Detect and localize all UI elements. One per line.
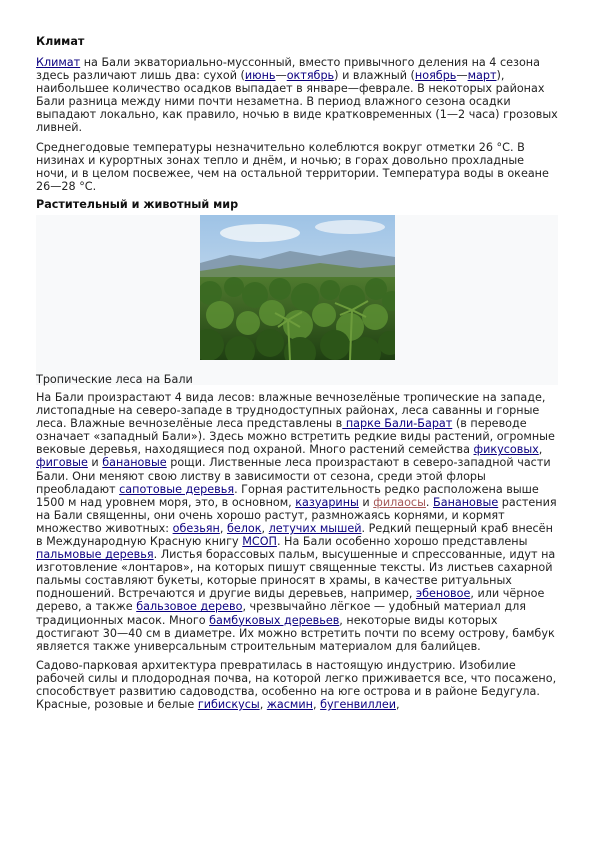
link-bats[interactable]: летучих мышей	[268, 521, 362, 535]
link-banana-2[interactable]: Банановые	[433, 495, 499, 509]
link-philaos[interactable]: филаосы	[373, 495, 426, 509]
link-squirrels[interactable]: белок	[226, 521, 262, 535]
article-body	[36, 34, 558, 711]
link-june[interactable]: июнь	[244, 69, 276, 83]
link-balsa[interactable]: бальзовое дерево	[136, 600, 243, 614]
link-fig[interactable]: фиговые	[36, 456, 88, 470]
link-climate[interactable]: Климат	[36, 56, 81, 69]
link-bali-barat-park[interactable]: парке Бали-Барат	[342, 417, 453, 431]
link-october[interactable]: октябрь	[286, 69, 335, 83]
tropical-forest-image[interactable]	[200, 215, 395, 360]
link-march[interactable]: март	[467, 69, 497, 83]
link-bamboo[interactable]: бамбуковых деревьев	[209, 613, 340, 627]
section-heading-flora: Растительный и животный мир	[36, 197, 239, 211]
link-jasmine[interactable]: жасмин	[266, 698, 313, 712]
link-monkeys[interactable]: обезьян	[172, 521, 220, 535]
link-casuarina[interactable]: казуарины	[295, 495, 359, 509]
climate-paragraph-1: Климат на Бали экваториально-муссонный, вместо привычного деления на 4 сезона здесь различают лишь два: сухой (июнь—октябрь) и влажный (ноябрь—март), наибольшее количество осадков выпадает в январе—феврале. В некоторых районах Бали разница между ними почти незаметна. В период влажного сезона осадки выпадают локально, как правило, ночью в виде кратковременных (1—2 часа) грозовых ливней.	[36, 56, 558, 135]
link-palms[interactable]: пальмовые деревья	[36, 548, 154, 562]
link-hibiscus[interactable]: гибискусы	[197, 698, 260, 712]
thumbnail-figure	[36, 215, 558, 385]
flora-paragraph-1: На Бали произрастают 4 вида лесов: влажные вечнозелёные тропические на западе, листопадные на северо-западе в труднодоступных районах, леса саванны и горные леса. Влажные вечнозелёные леса представлены в парке Бали-Барат (в переводе означает «западный Бали»). Здесь можно встретить редкие виды растений, огромные вековые деревья, находящиеся под охраной. Много растений семейства фикусовых, фиговые и банановые рощи. Лиственные леса произрастают в северо-западной части Бали. Они меняют свою листву в зависимости от сезона, среди этой флоры преобладают сапотовые деревья. Горная растительность редко расположена выше 1500 м над уровнем моря, это, в основном, казуарины и филаосы. Банановые растения на Бали священны, они очень хорошо растут, размножаясь корнями, и кормят множество животных: обезьян, белок, летучих мышей. Редкий пещерный краб внесён в Международную Красную книгу МСОП. На Бали особенно хорошо представлены пальмовые деревья. Листья борассовых пальм, высушенные и спрессованные, идут на изготовление «лонтаров», на которых пишут священные тексты. Из листьев сахарной пальмы составляют букеты, которые приносят в храмы, в качестве ритуальных подношений. Встречаются и другие виды деревьев, например, эбеновое, или чёрное дерево, а также бальзовое дерево, чрезвычайно лёгкое — удобный материал для традиционных масок. Много бамбуковых деревьев, некоторые виды которых достигают 30—40 см в диаметре. Их можно встретить почти по всему острову, бамбук является также универсальным строительным материалом для балийцев.	[36, 390, 557, 653]
link-bougainvillea[interactable]: бугенвиллеи	[320, 698, 396, 712]
link-banana[interactable]: банановые	[102, 456, 167, 470]
climate-paragraph-2: Среднегодовые температуры незначительно колеблются вокруг отметки 26 °C. В низинах и курортных зонах тепло и днём, и ночью; в горах довольно прохладные ночи, и в целом посвежее, чем на остальной территории. Температура воды в океане 26—28 °C.	[36, 140, 549, 193]
image-caption: Тропические леса на Бали	[36, 372, 193, 386]
section-heading-climate: Климат	[36, 35, 85, 48]
link-sapota[interactable]: сапотовые деревья	[119, 482, 235, 496]
link-ebony[interactable]: эбеновое	[415, 587, 471, 601]
link-iucn[interactable]: МСОП	[242, 534, 277, 548]
link-november[interactable]: ноябрь	[414, 69, 457, 83]
flora-paragraph-2: Садово-парковая архитектура превратилась в настоящую индустрию. Изобилие рабочей силы и плодородная почва, на которой легко приживается все, что посажено, способствует развитию садоводства, особенно на юге острова и в районе Бедугула. Красные, розовые и белые гибискусы, жасмин, бугенвиллеи,	[36, 658, 557, 712]
link-ficus[interactable]: фикусовых	[473, 443, 539, 457]
